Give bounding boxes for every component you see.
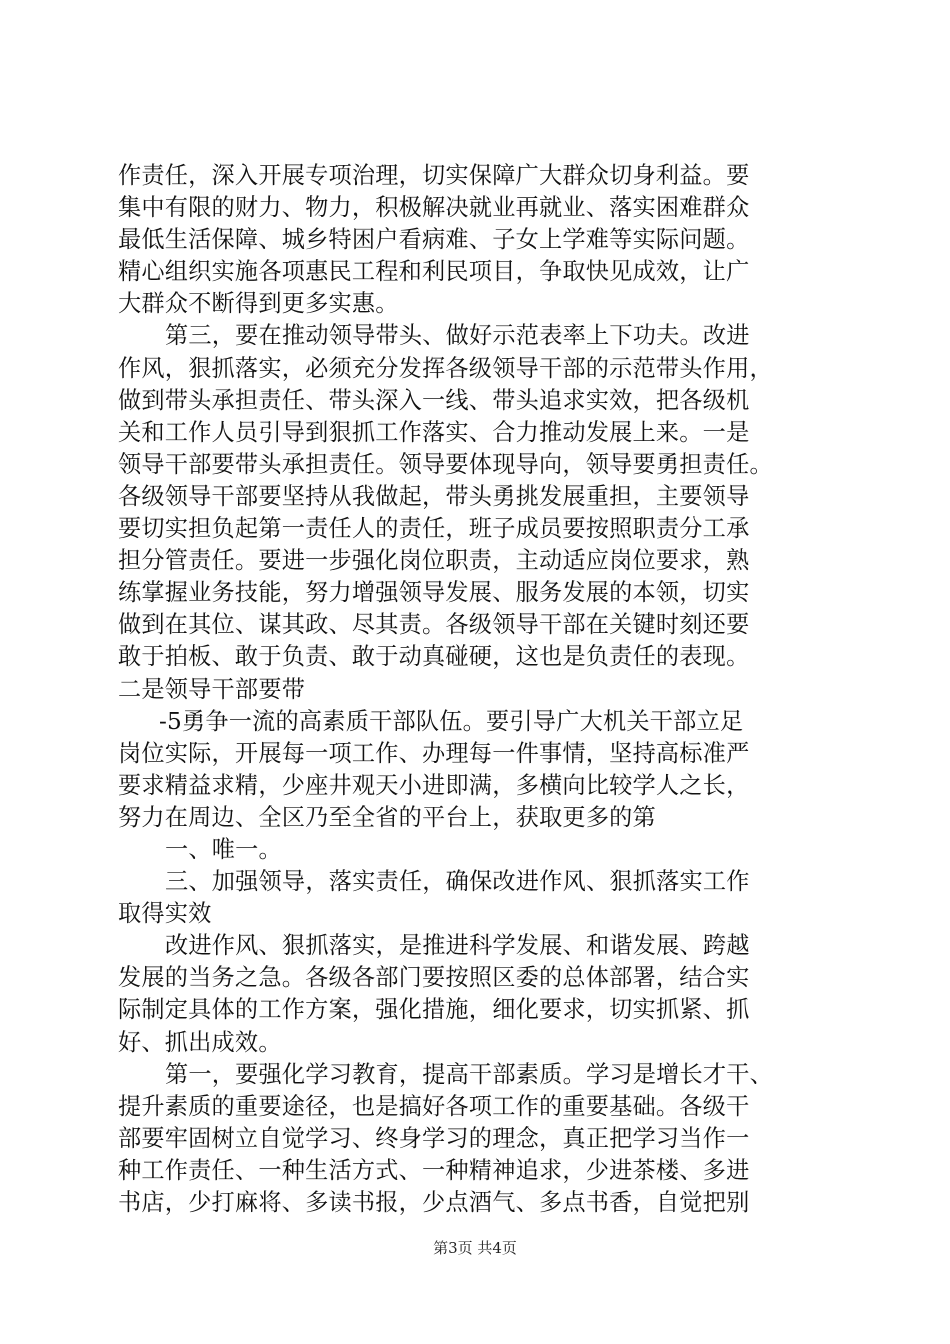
- text-line: 书店，少打麻将、多读书报，少点酒气、多点书香，自觉把别: [118, 1189, 750, 1216]
- text-line: 一、唯一。: [165, 835, 282, 863]
- text-line: 做到带头承担责任、带头深入一线、带头追求实效，把各级机: [118, 386, 750, 414]
- text-line: 取得实效: [118, 900, 212, 928]
- text-line: 提升素质的重要途径，也是搞好各项工作的重要基础。各级干: [118, 1092, 750, 1120]
- text-line: 改进作风、狠抓落实，是推进科学发展、和谐发展、跨越: [165, 932, 750, 960]
- text-line: 二是领导干部要带: [118, 675, 306, 703]
- text-line: 作风，狠抓落实，必须充分发挥各级领导干部的示范带头作用，: [118, 354, 773, 382]
- text-line: 要求精益求精，少座井观天小进即满，多横向比较学人之长，: [118, 771, 750, 799]
- text-line: 做到在其位、谋其政、尽其责。各级领导干部在关键时刻还要: [118, 611, 750, 639]
- text-line: 三、加强领导，落实责任，确保改进作风、狠抓落实工作: [165, 868, 750, 896]
- text-line: 第三，要在推动领导带头、做好示范表率上下功夫。改进: [165, 322, 750, 350]
- text-line: 集中有限的财力、物力，积极解决就业再就业、落实困难群众: [118, 194, 750, 222]
- text-line: 发展的当务之急。各级各部门要按照区委的总体部署，结合实: [118, 964, 750, 992]
- text-line: 练掌握业务技能，努力增强领导发展、服务发展的本领，切实: [118, 579, 750, 607]
- text-line: 大群众不断得到更多实惠。: [118, 290, 399, 318]
- text-line: 种工作责任、一种生活方式、一种精神追求，少进茶楼、多进: [118, 1156, 750, 1184]
- text-line: 担分管责任。要进一步强化岗位职责，主动适应岗位要求，熟: [118, 547, 750, 575]
- page-footer: 第3页 共4页: [433, 1239, 517, 1257]
- text-line: 各级领导干部要坚持从我做起，带头勇挑发展重担，主要领导: [118, 482, 750, 510]
- text-line: -5勇争一流的高素质干部队伍。要引导广大机关干部立足: [159, 707, 744, 735]
- text-line: 际制定具体的工作方案，强化措施，细化要求，切实抓紧、抓: [118, 996, 750, 1024]
- text-line: 最低生活保障、城乡特困户看病难、子女上学难等实际问题。: [118, 226, 750, 254]
- text-line: 领导干部要带头承担责任。领导要体现导向，领导要勇担责任。: [118, 450, 773, 478]
- text-line: 作责任，深入开展专项治理，切实保障广大群众切身利益。要: [118, 162, 750, 189]
- text-line: 努力在周边、全区乃至全省的平台上，获取更多的第: [118, 803, 656, 831]
- text-line: 部要牢固树立自觉学习、终身学习的理念，真正把学习当作一: [118, 1124, 750, 1152]
- text-line: 好、抓出成效。: [118, 1028, 282, 1056]
- text-line: 岗位实际，开展每一项工作、办理每一件事情，坚持高标准严: [118, 739, 750, 767]
- text-line: 第一，要强化学习教育，提高干部素质。学习是增长才干、: [165, 1060, 774, 1088]
- document-body: [118, 160, 838, 1219]
- text-line: 要切实担负起第一责任人的责任，班子成员要按照职责分工承: [118, 515, 750, 543]
- text-line: 敢于拍板、敢于负责、敢于动真碰硬，这也是负责任的表现。: [118, 643, 750, 671]
- text-line: 关和工作人员引导到狠抓工作落实、合力推动发展上来。一是: [118, 418, 750, 446]
- text-line: 精心组织实施各项惠民工程和利民项目，争取快见成效，让广: [118, 258, 750, 286]
